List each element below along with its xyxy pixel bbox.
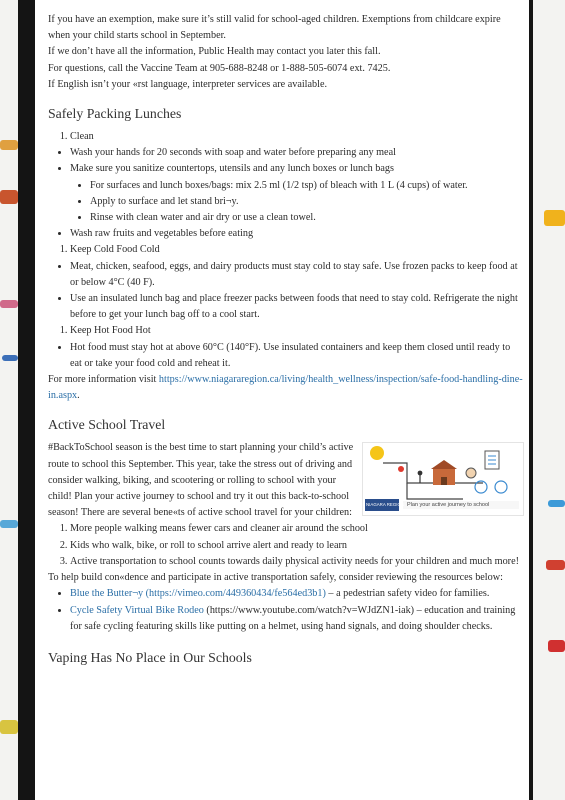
newsletter-page (35, 0, 529, 800)
crayon-decoration (544, 210, 565, 226)
crayon-decoration (0, 190, 18, 204)
clean-label: 1. Clean (70, 129, 524, 145)
lunches-heading: Safely Packing Lunches (48, 106, 182, 122)
child-icon (466, 468, 476, 478)
cold-list (48, 242, 524, 258)
list-item: • For surfaces and lunch boxes/bags: mix 2.5 ml (1/2 tsp) of bleach with 1 L (4 cups) of water. (90, 178, 524, 194)
hot-items (48, 340, 524, 372)
intro-paragraph: For questions, call the Vaccine Team at 905-688-8248 or 1-888-505-6074 ext. 7425. (48, 62, 391, 74)
resource-description: – a pedestrian safety video for families. (325, 588, 490, 600)
travel-heading: Active School Travel (48, 417, 166, 433)
resources-list (48, 586, 524, 635)
list-item (70, 586, 524, 602)
bike-rodeo-link[interactable]: Cycle Safety Virtual Bike Rodeo (70, 604, 204, 616)
image-caption: Plan your active journey to school (407, 502, 490, 509)
walker-icon (418, 471, 423, 476)
intro-section (48, 12, 524, 93)
hot-list (48, 323, 524, 339)
clean-items (48, 145, 524, 242)
page-shadow-right (529, 0, 533, 800)
food-handling-link[interactable]: https://www.niagararegion.ca/living/health_wellness/inspection/safe-food-handling-dine-in.aspx (48, 374, 523, 402)
hot-label: 1. Keep Hot Food Hot (70, 323, 524, 339)
travel-block (48, 440, 524, 521)
list-item (70, 161, 524, 226)
sanitize-sublist (70, 178, 524, 227)
intro-paragraph: If you have an exemption, make sure it’s still valid for school-aged children. Exemptions from childcare expire when your child starts school in September. (48, 14, 501, 42)
list-item: • Meat, chicken, seafood, eggs, and dairy products must stay cold to stay safe. Use frozen packs to keep food at or below 4°C (40 F). (70, 259, 524, 291)
more-info (48, 372, 524, 404)
list-item: • Apply to surface and let stand bri¬y. (90, 194, 524, 210)
crayon-decoration (2, 355, 18, 361)
page-shadow-left (18, 0, 35, 800)
crayon-decoration (548, 500, 565, 507)
newsletter-content (48, 12, 524, 673)
butterfly-video-link[interactable]: Blue the Butter¬y (https://vimeo.com/449360434/fe564ed3b1) (70, 588, 326, 600)
sun-icon (370, 446, 384, 460)
benefits-list (48, 521, 524, 570)
crayon-decoration (0, 720, 18, 734)
resources-intro: To help build con«dence and participate in active transportation safely, consider reviewing the resources below: (48, 572, 503, 584)
resource-description: (https://www.youtube.com/watch?v=WJdZN1-iak) – education and training for safe cycling featuring skills like putting on a helmet, using hand signals, and doing shoulder checks. (70, 604, 516, 632)
crayon-decoration (548, 640, 565, 652)
list-item: 3. Active transportation to school counts towards daily physical activity needs for your children and much more! (70, 554, 524, 570)
list-item: 2. Kids who walk, bike, or roll to school arrive alert and ready to learn (70, 538, 524, 554)
travel-paragraph: #BackToSchool season is the best time to start planning your child’s active route to school this September. This year, take the stress out of driving and consider walking, biking, and scootering or rolling to school with your child! Plan your active journey to school and try it out this back-to-school season! There are several bene«ts of active school travel for your children: (48, 442, 354, 519)
crayon-decoration (546, 560, 565, 570)
list-item: 1. More people walking means fewer cars and cleaner air around the school (70, 521, 524, 537)
clean-list (48, 129, 524, 145)
list-item: • Wash your hands for 20 seconds with soap and water before preparing any meal (70, 145, 524, 161)
intro-paragraph: If we don’t have all the information, Public Health may contact you later this fall. (48, 46, 381, 58)
more-info-prefix: For more information visit (48, 374, 159, 386)
active-travel-illustration (362, 442, 524, 516)
crayon-decoration (0, 520, 18, 528)
cold-items (48, 259, 524, 324)
list-item: • Use an insulated lunch bag and place freezer packs between foods that need to stay cold. Refrigerate the night before to get your lunch bag off to a cool start. (70, 291, 524, 323)
image-logo-text: NIAGARA REGION (366, 502, 405, 508)
crayon-decoration (0, 140, 18, 150)
list-item (70, 603, 524, 635)
list-item: • Hot food must stay hot at above 60°C (140°F). Use insulated containers and keep them closed until ready to eat or take your food cold and reheat it. (70, 340, 524, 372)
list-item: • Rinse with clean water and air dry or use a clean towel. (90, 210, 524, 226)
list-item: • Wash raw fruits and vegetables before eating (70, 226, 524, 242)
cold-label: 1. Keep Cold Food Cold (70, 242, 524, 258)
intro-paragraph: If English isn’t your «rst language, interpreter services are available. (48, 78, 328, 90)
list-item-text: Make sure you sanitize countertops, utensils and any lunch boxes or lunch bags (70, 163, 394, 175)
location-pin-icon (398, 466, 404, 472)
more-info-suffix: . (77, 390, 80, 402)
vaping-heading: Vaping Has No Place in Our Schools (48, 649, 252, 665)
crayon-decoration (0, 300, 18, 308)
